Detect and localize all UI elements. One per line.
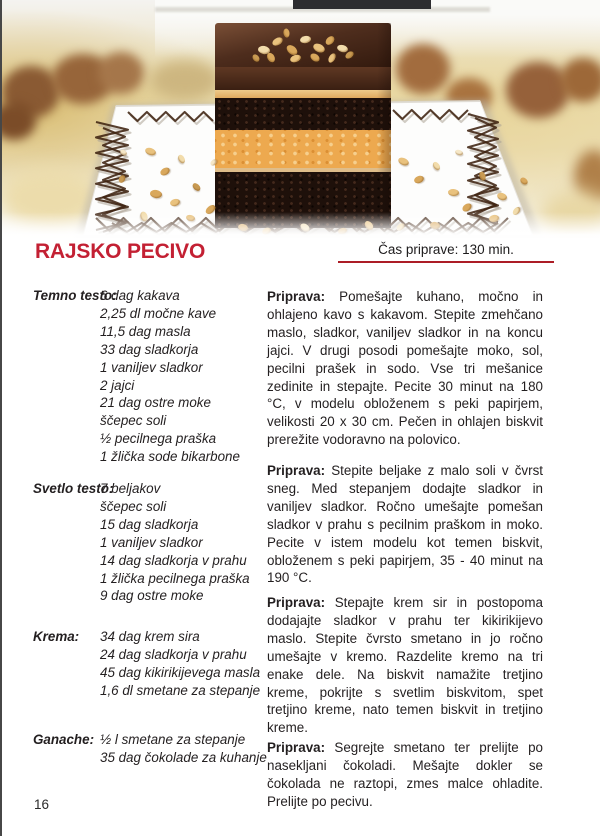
ingredient-item: ½ l smetane za stepanje [100,732,246,747]
peanut-piece [496,192,508,202]
ingredient-item: 7 beljakov [100,481,161,496]
recipe-photo [0,0,600,238]
peanut-piece [519,176,529,186]
peanut-piece [271,36,284,48]
peanut-piece [289,53,302,63]
preparation-paragraph [267,594,543,737]
ingredient-item: 1 žlička sode bikarbone [100,449,240,465]
peanut-piece [117,174,126,184]
preparation-text: Pomešajte kuhano, močno in ohlajeno kavo s kakavom. Stepite zmehčano maslo, sladkor, vaniljev sladkor in na koncu jajci. V drugi posodi pomešajte moko, sol, pecilni prašek in sodo. Vse tri mešanice zedinite in stepajte. Pecite 30 minut na 180 °C, v modelu obloženem s peki papirjem, velikosti 20 x 30 cm. Pečen in ohlajen biskvit prerežite vodoravno na polovico. [267,289,543,448]
preparation-text: Stepite beljake z malo soli v čvrst sneg. Med stepanjem dodajte sladkor in vaniljev sladkor. Ročno umešajte pomešan sladkor v prahu s pecilnim praškom in moko. Pecite v istem modelu kot temen biskvit, obloženem s peki papirjem, 35 - 40 minut na 190 °C. [267,463,543,586]
peanut-piece [251,53,261,63]
ingredient-list [100,628,269,700]
peanut-piece [159,166,171,177]
ingredient-item: 35 dag čokolade za kuhanje [100,749,267,765]
preparation-lead: Priprava: [267,463,326,478]
preparation-text: Stepajte krem sir in postopoma dodajajte sladkor v prahu ter kikirikijevo maslo. Stepite čvrsto smetano in jo ročno umešajte v kremo. Razdelite kremo na tri enake dele. Na biskvit namažite tretjino kreme, pokrijte s svetlim biskvitom, spet tretjino kreme, nato temen biskvit in tretjino kreme. [267,595,543,736]
peanut-piece [431,161,441,172]
preparation-lead: Priprava: [267,595,326,610]
peanut-piece [413,175,425,185]
prep-time-label: Čas priprave: 130 min. [338,242,554,263]
peanut-piece [448,189,460,197]
ingredient-item: ščepec soli [100,413,167,429]
ingredient-item: 15 dag sladkorja [100,516,199,532]
peanut-piece [169,198,180,207]
peanut-piece [454,149,463,156]
peanut-piece [265,51,276,63]
ingredient-item: 11,5 dag masla [100,323,191,339]
preparation-paragraph [267,739,543,811]
ingredient-section-label: Krema: [33,629,80,644]
peanut-piece [309,52,321,63]
ingredient-section-label: Temno testo: [33,288,117,303]
peanut-piece [478,171,487,182]
preparation-lead: Priprava: [267,740,326,755]
ingredient-list [100,480,269,605]
peanut-piece [283,28,290,38]
peanut-piece [144,146,157,156]
peanut-piece [119,149,128,157]
ingredient-section-label: Ganache: [33,732,95,747]
peanut-piece [324,34,336,46]
ingredient-item: 24 dag sladkorja v prahu [100,646,247,662]
ingredient-section [33,480,269,605]
page-number: 16 [34,797,50,812]
peanut-piece [327,52,337,64]
ingredient-item: 45 dag kikirikijevega masla [100,664,261,680]
ingredient-item: 34 dag krem sira [100,629,200,644]
preparation-paragraph [267,288,543,449]
photo-bottom-fade [0,212,600,238]
ingredients-column [33,287,269,807]
ingredient-list [100,287,269,466]
peanut-scatter [0,0,600,238]
ingredient-section-label: Svetlo testo: [33,481,114,496]
ingredient-item: 14 dag sladkorja v prahu [100,552,247,568]
ingredient-item: ščepec soli [100,498,167,514]
ingredient-item: 1 vaniljev sladkor [100,534,203,550]
ingredient-section [33,287,269,466]
peanut-piece [209,158,217,166]
page-edge-line [0,0,2,836]
ingredient-item: 21 dag ostre moke [100,395,211,411]
ingredient-item: 1,6 dl smetane za stepanje [100,682,261,698]
peanut-piece [299,35,311,44]
ingredient-item: 2,25 dl močne kave [100,305,217,321]
ingredient-item: 1 vaniljev sladkor [100,359,203,375]
ingredient-item: 6 dag kakava [100,288,180,303]
ingredient-item: 33 dag sladkorja [100,341,199,357]
ingredient-list [100,731,269,767]
peanut-piece [149,189,162,199]
ingredient-item: 1 žlička pecilnega praška [100,570,250,586]
peanut-piece [177,154,187,165]
preparation-text: Segrejte smetano ter prelijte po nasekljani čokoladi. Mešajte dokler se čokolada ne raztopi, zmes malce ohladite. Prelijte po pecivu. [267,740,543,809]
ingredient-item: 9 dag ostre moke [100,588,204,604]
ingredient-item: 2 jajci [100,377,135,393]
recipe-title: RAJSKO PECIVO [35,240,206,263]
ingredient-section [33,628,269,700]
peanut-piece [397,156,410,167]
preparation-paragraph [267,462,543,587]
ingredient-section [33,731,269,767]
ingredient-item: ½ pecilnega praška [100,431,217,447]
preparation-lead: Priprava: [267,289,326,304]
peanut-piece [191,182,202,193]
